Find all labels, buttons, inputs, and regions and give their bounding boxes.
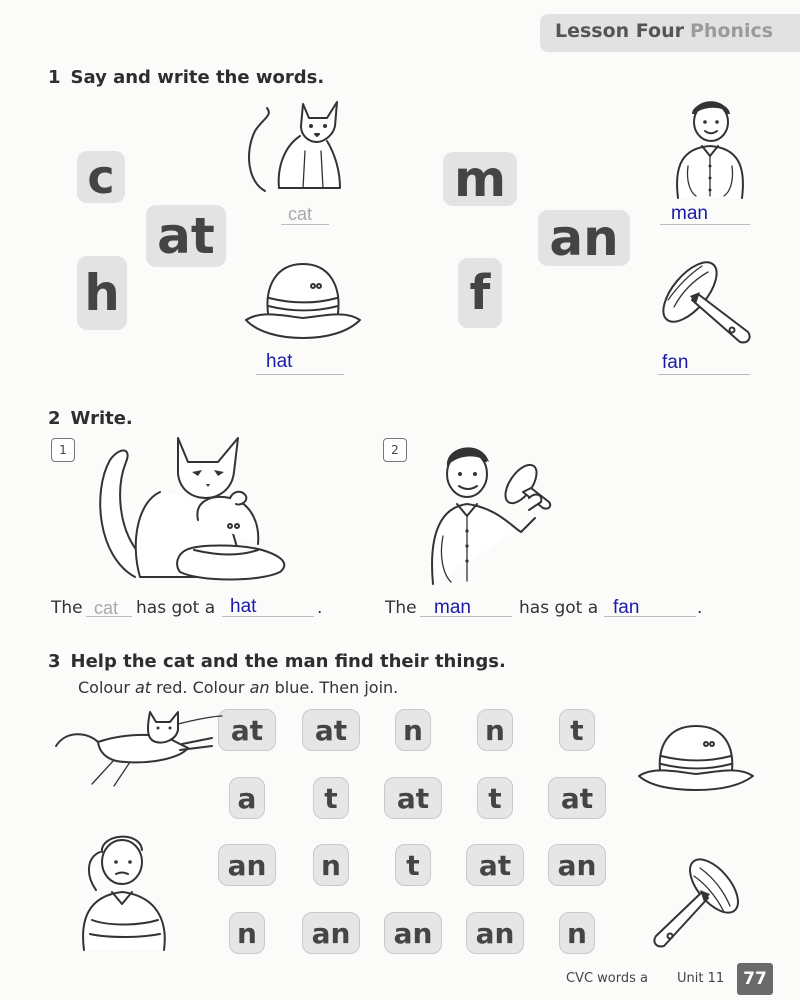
page-number: 77 xyxy=(737,963,773,995)
lesson-title: Lesson Four xyxy=(555,20,684,42)
answer-line-hat xyxy=(256,374,344,375)
section-number: 2 xyxy=(48,408,61,429)
instruction-text: blue. Then join. xyxy=(269,678,399,697)
letter-tile-an[interactable]: an xyxy=(548,844,606,886)
instruction-text: red. Colour xyxy=(151,678,250,697)
footer-topic: CVC words a xyxy=(566,971,649,986)
section-2-heading xyxy=(48,408,133,429)
letter-tile-n[interactable]: n xyxy=(477,709,513,751)
footer-unit: Unit 11 xyxy=(677,971,725,986)
answer-cat: cat xyxy=(288,204,313,224)
fan-target-illustration xyxy=(648,850,748,950)
section-number: 1 xyxy=(48,67,61,88)
letter-tile-t[interactable]: t xyxy=(477,777,513,819)
letter-tile-an[interactable]: an xyxy=(302,912,360,954)
instruction-text: Colour xyxy=(78,678,135,697)
man-illustration xyxy=(670,96,755,201)
letter-tile-n[interactable]: n xyxy=(313,844,349,886)
letter-tile-t[interactable]: t xyxy=(559,709,595,751)
letter-tile-an[interactable]: an xyxy=(218,844,276,886)
section-title: Help the cat and the man find their things. xyxy=(70,651,506,672)
letter-tile-n[interactable]: n xyxy=(229,912,265,954)
answer-line-fan xyxy=(658,374,750,375)
fan-illustration xyxy=(652,252,757,347)
cat-illustration xyxy=(245,96,360,196)
letter-tile-n[interactable]: n xyxy=(559,912,595,954)
onset-tile-c: c xyxy=(77,151,125,203)
rime-tile-an: an xyxy=(538,210,630,266)
answer-hat: hat xyxy=(266,351,293,372)
answer-man: man xyxy=(671,203,708,224)
lesson-subtitle: Phonics xyxy=(689,20,774,42)
sentence-word: The xyxy=(51,598,83,618)
letter-tile-a[interactable]: a xyxy=(229,777,265,819)
section-1-heading xyxy=(48,67,324,88)
onset-tile-f: f xyxy=(458,258,502,328)
answer-hat-2: hat xyxy=(230,596,257,617)
item-number-box: 1 xyxy=(51,438,75,462)
sentence-word: has got a xyxy=(136,598,216,618)
letter-tile-at[interactable]: at xyxy=(302,709,360,751)
answer-man-2: man xyxy=(434,597,471,618)
letter-tile-an[interactable]: an xyxy=(466,912,524,954)
instruction-emphasis: at xyxy=(135,678,152,697)
answer-fan-2: fan xyxy=(613,597,640,618)
section-3-instruction xyxy=(78,678,398,697)
rime-tile-at: at xyxy=(146,205,226,267)
section-title: Say and write the words. xyxy=(70,67,325,88)
letter-tile-n[interactable]: n xyxy=(395,709,431,751)
lesson-header xyxy=(555,20,773,42)
section-3-heading xyxy=(48,651,506,672)
letter-tile-at[interactable]: at xyxy=(384,777,442,819)
man-with-fan-illustration xyxy=(425,436,580,586)
cat-with-hat-illustration xyxy=(90,432,295,584)
section-title: Write. xyxy=(70,408,133,429)
sentence-word: The xyxy=(385,598,417,618)
letter-tile-t[interactable]: t xyxy=(395,844,431,886)
letter-tile-at[interactable]: at xyxy=(218,709,276,751)
sentence-2 xyxy=(385,598,417,618)
onset-tile-h: h xyxy=(77,256,127,330)
sentence-end: . xyxy=(317,598,323,618)
letter-tile-t[interactable]: t xyxy=(313,777,349,819)
letter-tile-at[interactable]: at xyxy=(466,844,524,886)
letter-tile-an[interactable]: an xyxy=(384,912,442,954)
letter-tile-at[interactable]: at xyxy=(548,777,606,819)
leaping-cat-illustration xyxy=(52,708,222,788)
instruction-emphasis: an xyxy=(249,678,270,697)
thinking-man-illustration xyxy=(78,830,178,952)
answer-fan: fan xyxy=(662,352,689,373)
answer-cat-ghost: cat xyxy=(94,598,119,618)
section-number: 3 xyxy=(48,651,61,672)
hat-target-illustration xyxy=(636,722,756,792)
sentence-end: . xyxy=(697,598,703,618)
sentence-1 xyxy=(51,598,83,618)
sentence-word: has got a xyxy=(519,598,599,618)
item-number-box: 2 xyxy=(383,438,407,462)
hat-illustration xyxy=(243,258,363,340)
onset-tile-m: m xyxy=(443,152,517,206)
